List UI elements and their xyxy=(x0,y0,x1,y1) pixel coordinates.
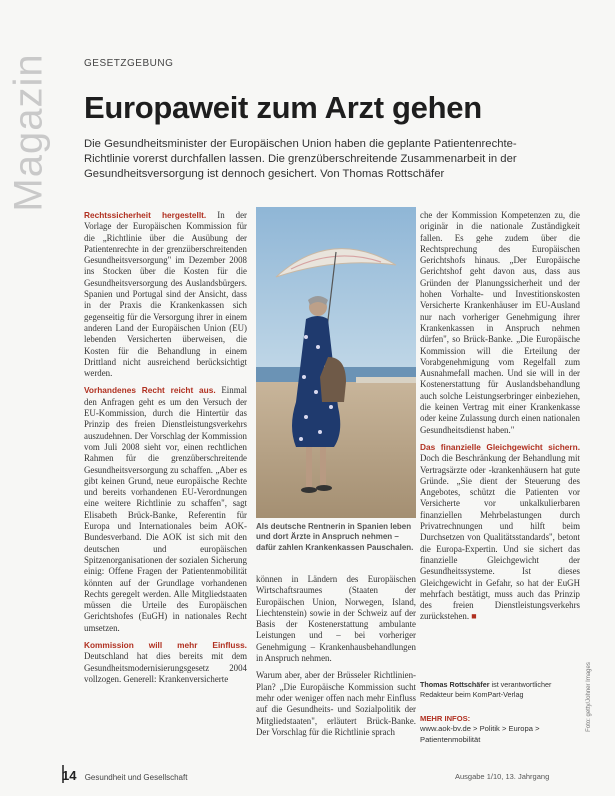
more-info-label: MEHR INFOS: xyxy=(420,714,471,723)
paragraph xyxy=(84,385,247,634)
paragraph xyxy=(420,442,580,623)
paragraph-text: Einmal den Anfragen geht es um den Versuch der EU-Kommission, durch die Hintertür das Prinzip des freien Dienstleistungsverkehrs auszudehnen. Der Vorschlag der Kommission vom Juli 2008 sieht vor, einen rechtlichen Rahmen für die grenzüberschreitende Gesundheitsversorgung zu schaffen. „Aber es gibt keinen Grund, neue europäische Rechte und bereits vorhandenen EU-Verordnungen eine weitere Richtlinie zu schaffen", sagt Elisabeth Brück-Banke, Referentin für Europa und Internationales beim AOK-Bundesverband. Die AOK ist sich mit den deutschen und europäischen Spitzenorganisationen der sozialen Sicherung einig: Offene Fragen der Patientenmobilität könnten auf der Grundlage vorhandenen Rechts geregelt werden. Alle Mitgliedstaaten müssen die Urteile des Europäischen Gerichtshofes (EuGH) in nationales Recht umsetzen. xyxy=(84,385,248,633)
subheading: Kommission will mehr Einfluss. xyxy=(84,639,247,650)
paragraph-text: In der Vorlage der Europäischen Kommission für die „Richtlinie über die Ausübung der Patientenrechte in der grenzüberschreitenden Gesundheitsversorgung" im Dezember 2008 ins Stocken über die Kosten für die Gesundheitsversorgung des Auslandsbürgers. Spanien und Portugal sind der Ansicht, dass in der Praxis die Krankenkassen sich gegenseitig für die Versorgung ihrer in einem anderen Land der Europäischen Union (EU) lebenden Versicherten überweisen, die Kosten für die Behandlung in einem Drittland nicht ausreichend berücksichtigt werden. xyxy=(84,210,247,379)
magazine-name: Gesundheit und Gesellschaft xyxy=(84,773,188,782)
paragraph-text: Deutschland hat dies bereits mit dem Gesundheitsmodernisierungsgesetz 2004 vollzogen. Generell: Krankenversicherte xyxy=(84,651,247,684)
more-info-link[interactable]: www.aok-bv.de > Politik > Europa > Patientenmobilität xyxy=(420,724,540,744)
subheading: Vorhandenes Recht reicht aus. xyxy=(84,385,216,396)
paragraph: che der Kommission Kompetenzen zu, die originär in die nationale Zuständigkeit fallen. Es gehe zudem über die Rechtsprechung des Europäischen Gerichtshofs hinaus. „Der Europäische Gerichtshof geht davon aus, dass aus Gründen der Planungssicherheit und der hohen Vorhalte- und Investitionskosten Versicherte Krankenhäuser im EU-Ausland nur nach vorheriger Genehmigung ihrer Krankenkassen in Anspruch nehmen dürfen", so Brück-Banke. „Die Europäische Kommission will die Erteilung der Vorabgenehmigung vom Regelfall zum Ausnahmefall machen. Und sie will in der Kostenerstattung für Auslandsbehandlung auch solche Leistungserbringer einbeziehen, die keinen Vertrag mit einer Krankenkasse oder keine Zulassung durch einen nationalen Gesundheitsdienst haben." xyxy=(420,210,580,435)
subheading: Das finanzielle Gleichgewicht sichern. xyxy=(420,441,580,452)
kicker: GESETZGEBUNG xyxy=(84,58,174,69)
subheading: Rechtssicherheit hergestellt. xyxy=(84,210,207,220)
paragraph xyxy=(84,210,247,379)
section-label: Magazin xyxy=(6,53,51,212)
paragraph xyxy=(84,640,247,685)
page-footer xyxy=(62,768,187,783)
article-title: Europaweit zum Arzt gehen xyxy=(84,90,482,125)
photo-credit: Foto: getty/Johner Images xyxy=(585,662,592,732)
article-photo xyxy=(256,207,416,518)
paragraph: können in Ländern des Europäischen Wirtschaftsraumes (Staaten der Europäischen Union, Norwegen, Island, Liechtenstein) sowie in der Schweiz auf der Basis der Kostenerstattung ambulante Leistungen und – bei vorheriger Genehmigung – Krankenhausbehandlungen in Anspruch nehmen. xyxy=(256,574,416,664)
article-column-1 xyxy=(84,210,247,691)
more-info-box xyxy=(420,714,580,745)
section-label-vertical xyxy=(6,40,51,220)
paragraph-text: Doch die Beschränkung der Behandlung mit Vertragsärzte oder -krankenhäusern hat gute Gründe. „Sie dient der Steuerung des Angebotes, schützt die Patienten vor Versicherte vor unkalkulierbaren finanziellen Mehrbelastungen durch Privatrechnungen und hilft beim Durchsetzen von Qualitätsstandards", betont die Europa-Expertin. Und sie sichert das finanzielle Gleichgewicht der Gesundheitssysteme. Ist dieses Gleichgewicht in Gefahr, so hat der EuGH mehrfach bestätigt, muss auch das Prinzip des freien Dienstleistungsverkehrs zurückstehen. xyxy=(420,453,580,622)
photo-caption: Als deutsche Rentnerin in Spanien leben und dort Ärzte in Anspruch nehmen – dafür zahlen Krankenkassen Pauschalen. xyxy=(256,522,414,552)
photo-credit-vertical xyxy=(585,660,598,740)
photo-illustration xyxy=(256,207,416,518)
end-mark-icon: ■ xyxy=(471,611,477,622)
author-role: ist verantwortlicher Redakteur beim KomPart-Verlag xyxy=(420,680,552,699)
article-column-2 xyxy=(256,574,416,744)
author-name: Thomas Rottschäfer xyxy=(420,680,490,689)
author-note xyxy=(420,680,580,699)
article-lead: Die Gesundheitsminister der Europäischen Union haben die geplante Patientenrechte-Richtlinie vorerst durchfallen lassen. Die grenzüberschreitende Zusammenarbeit in der Gesundheitsversorgung ist dennoch gesichert. Von Thomas Rottschäfer xyxy=(84,138,517,180)
article-column-3 xyxy=(420,210,580,629)
issue-info: Ausgabe 1/10, 13. Jahrgang xyxy=(455,772,550,781)
page-number: 14 xyxy=(62,768,77,783)
paragraph: Warum aber, aber der Brüsseler Richtlinien-Plan? „Die Europäische Kommission sucht mehr oder weniger offen nach mehr Einfluss auf die Gesundheits- und Sozialpolitik der Mitgliedstaaten", erläutert Brück-Banke. Der Vorschlag für die Richtlinie sprach xyxy=(256,670,416,737)
